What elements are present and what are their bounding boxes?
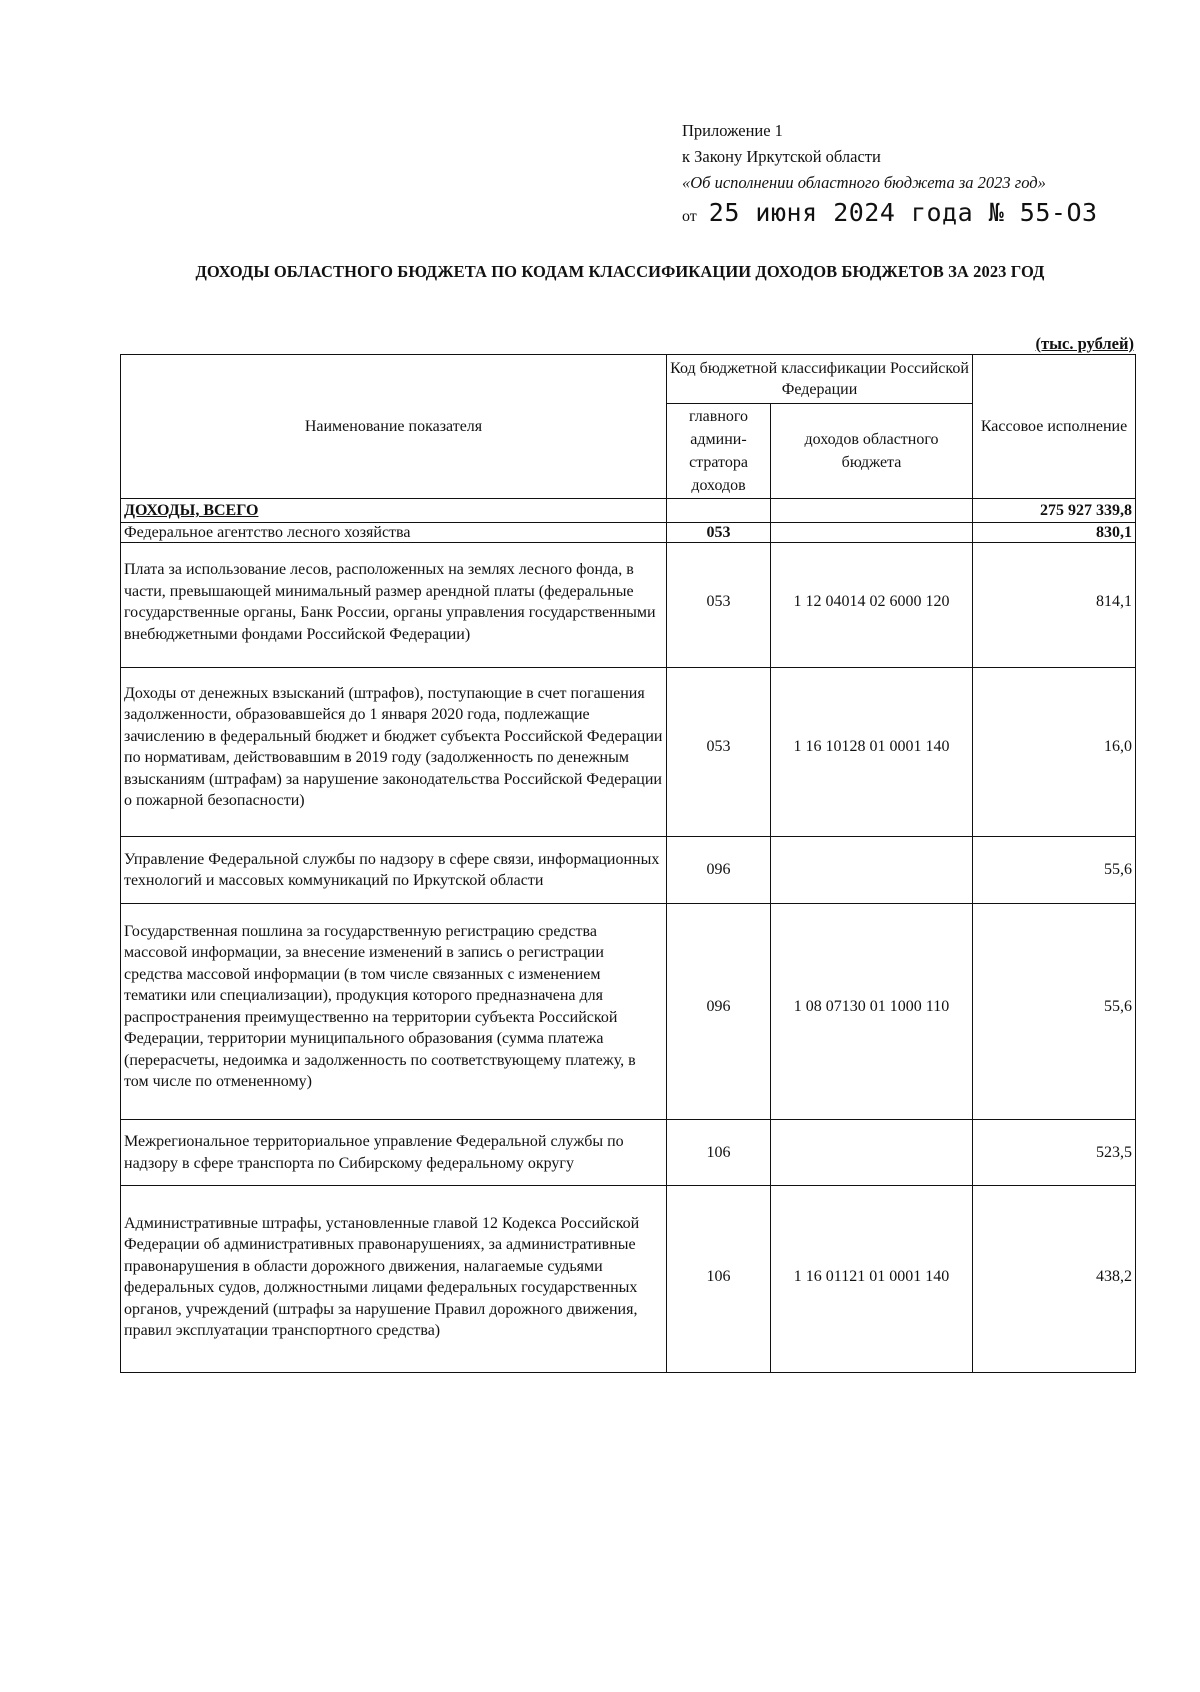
row-amount: 16,0 bbox=[973, 668, 1136, 837]
row-admin-code bbox=[667, 499, 771, 523]
units-label: (тыс. рублей) bbox=[1035, 334, 1134, 353]
row-income-code bbox=[771, 1120, 973, 1186]
row-income-code: 1 08 07130 01 1000 110 bbox=[771, 904, 973, 1120]
row-admin-code: 106 bbox=[667, 1120, 771, 1186]
row-admin-code: 053 bbox=[667, 523, 771, 543]
table-row bbox=[121, 668, 1136, 837]
date-prefix: от bbox=[682, 208, 697, 225]
row-name: Федеральное агентство лесного хозяйства bbox=[121, 523, 667, 543]
row-name: Доходы от денежных взысканий (штрафов), поступающие в счет погашения задолженности, образовавшейся до 1 января 2020 года, подлежащие зачислению в федеральный бюджет и бюджет субъекта Российской Федерации по нормативам, действовавшим в 2019 году (задолженность по денежным взысканиям (штрафам) за нарушение законодательства Российской Федерации о пожарной безопасности) bbox=[121, 668, 667, 837]
appendix-block bbox=[682, 118, 1098, 230]
row-income-code: 1 16 10128 01 0001 140 bbox=[771, 668, 973, 837]
header-code: доходов областного бюджета bbox=[771, 404, 973, 499]
appendix-law-title: «Об исполнении областного бюджета за 2023 год» bbox=[682, 173, 1046, 192]
row-amount: 55,6 bbox=[973, 904, 1136, 1120]
row-name: Административные штрафы, установленные главой 12 Кодекса Российской Федерации об административных правонарушениях, за административные правонарушения в области дорожного движения, налагаемые судьями федеральных судов, должностными лицами федеральных государственных органов, учреждений (штрафы за нарушение Правил дорожного движения, правил эксплуатации транспортного средства) bbox=[121, 1186, 667, 1373]
header-amount: Кассовое исполнение bbox=[973, 355, 1136, 499]
table-row bbox=[121, 837, 1136, 904]
row-income-code: 1 16 01121 01 0001 140 bbox=[771, 1186, 973, 1373]
row-income-code: 1 12 04014 02 6000 120 bbox=[771, 543, 973, 668]
row-amount: 523,5 bbox=[973, 1120, 1136, 1186]
table-row bbox=[121, 1186, 1136, 1373]
row-name: Управление Федеральной службы по надзору в сфере связи, информационных технологий и массовых коммуникаций по Иркутской области bbox=[121, 837, 667, 904]
row-admin-code: 053 bbox=[667, 668, 771, 837]
header-code-group: Код бюджетной классификации Российской Федерации bbox=[667, 355, 973, 404]
row-name: Плата за использование лесов, расположенных на землях лесного фонда, в части, превышающей минимальный размер арендной платы (федеральные государственные органы, Банк России, органы управления государственными внебюджетными фондами Российской Федерации) bbox=[121, 543, 667, 668]
row-amount: 275 927 339,8 bbox=[973, 499, 1136, 523]
appendix-date-line bbox=[682, 200, 1098, 230]
row-amount: 814,1 bbox=[973, 543, 1136, 668]
row-name: ДОХОДЫ, ВСЕГО bbox=[121, 499, 667, 523]
appendix-line-2: к Закону Иркутской области bbox=[682, 147, 881, 166]
appendix-line-1: Приложение 1 bbox=[682, 121, 783, 140]
row-name: Государственная пошлина за государственную регистрацию средства массовой информации, за внесение изменений в запись о регистрации средства массовой информации (в том числе связанных с изменением тематики или специализации), продукция которого предназначена для распространения преимущественно на территории субъекта Российской Федерации, территории муниципального образования (сумма платежа (перерасчеты, недоимка и задолженность по соответствующему платежу, в том числе по отмененному) bbox=[121, 904, 667, 1120]
date-value: 25 июня 2024 года № 55-ОЗ bbox=[708, 198, 1098, 227]
row-income-code bbox=[771, 523, 973, 543]
row-income-code bbox=[771, 499, 973, 523]
row-amount: 55,6 bbox=[973, 837, 1136, 904]
header-name: Наименование показателя bbox=[121, 355, 667, 499]
row-amount: 830,1 bbox=[973, 523, 1136, 543]
row-admin-code: 096 bbox=[667, 904, 771, 1120]
row-admin-code: 106 bbox=[667, 1186, 771, 1373]
row-admin-code: 096 bbox=[667, 837, 771, 904]
table-row bbox=[121, 1120, 1136, 1186]
income-table bbox=[120, 354, 1136, 1373]
table-row bbox=[121, 904, 1136, 1120]
table-row-total bbox=[121, 499, 1136, 523]
row-income-code bbox=[771, 837, 973, 904]
table-row bbox=[121, 523, 1136, 543]
row-name: Межрегиональное территориальное управление Федеральной службы по надзору в сфере транспорта по Сибирскому федеральному округу bbox=[121, 1120, 667, 1186]
row-amount: 438,2 bbox=[973, 1186, 1136, 1373]
table-row bbox=[121, 543, 1136, 668]
row-admin-code: 053 bbox=[667, 543, 771, 668]
header-admin: главного админи-стратора доходов bbox=[667, 404, 771, 499]
document-title: ДОХОДЫ ОБЛАСТНОГО БЮДЖЕТА ПО КОДАМ КЛАССИФИКАЦИИ ДОХОДОВ БЮДЖЕТОВ ЗА 2023 ГОД bbox=[195, 262, 1045, 281]
